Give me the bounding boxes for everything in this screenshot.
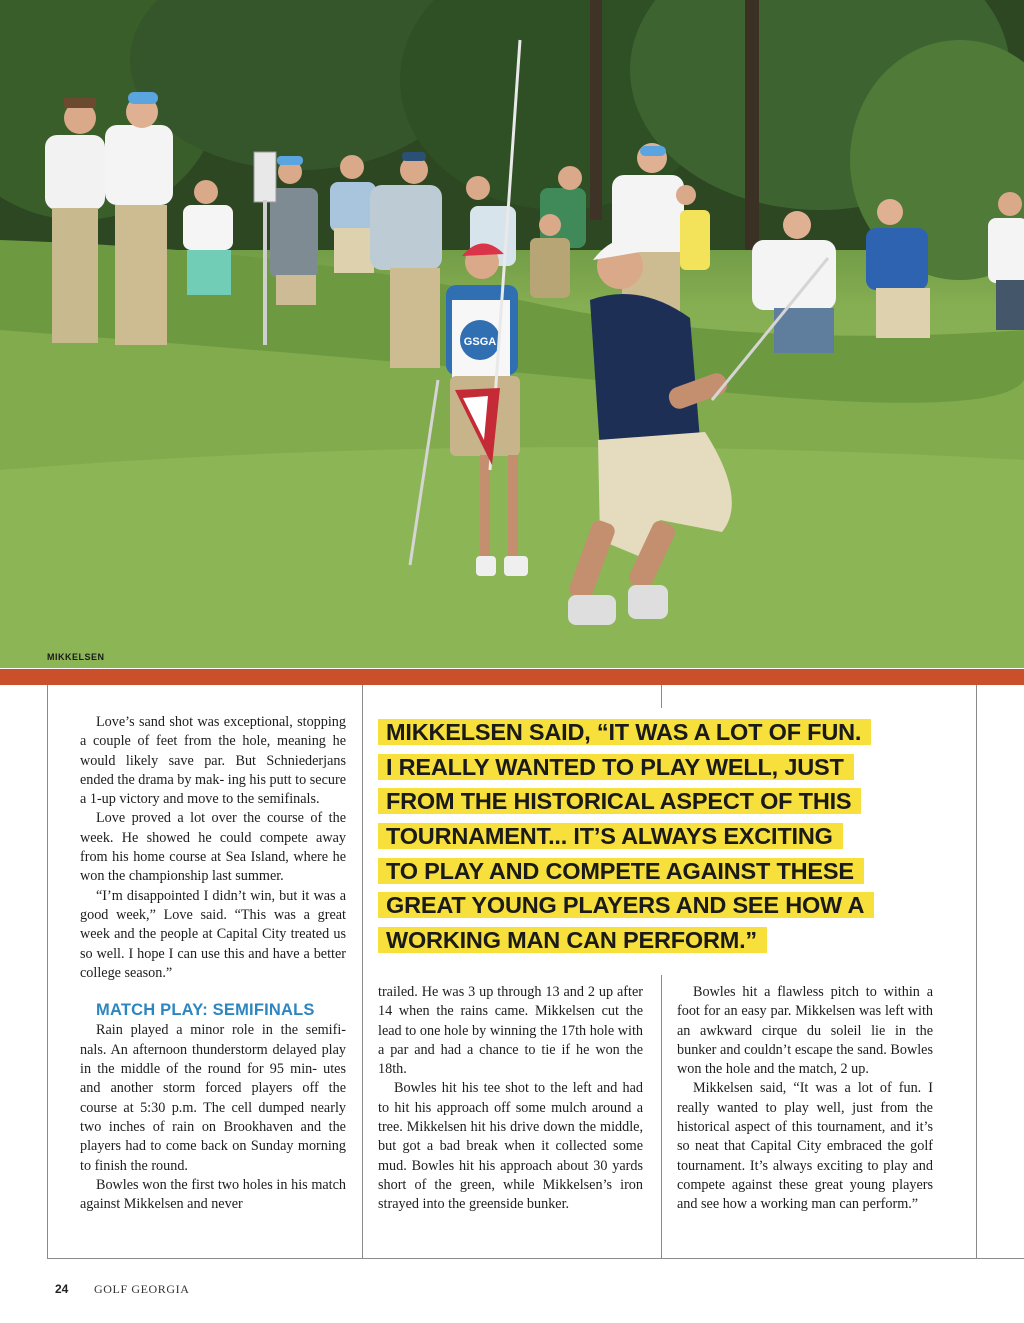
article-column-3 <box>677 983 933 1215</box>
pull-quote-line: I REALLY WANTED TO PLAY WELL, JUST <box>378 753 938 782</box>
paragraph: Mikkelsen said, “It was a lot of fun. I really wanted to play well, just from the historical aspect of this tournament, and it’s so neat that Capital City embraced the golf tournament. It’s always exciting to play and compete against these great young players and see how a working man can perform.” <box>677 1080 933 1213</box>
pull-quote-line: FROM THE HISTORICAL ASPECT OF THIS <box>378 787 938 816</box>
pull-quote-line: MIKKELSEN SAID, “IT WAS A LOT OF FUN. <box>378 718 938 747</box>
column-rule-2-top <box>661 685 662 708</box>
photo-caption: MIKKELSEN <box>47 652 105 662</box>
page-number: 24 <box>55 1282 69 1296</box>
pull-quote-line: GREAT YOUNG PLAYERS AND SEE HOW A <box>378 891 938 920</box>
column-rule-2-bottom <box>661 975 662 1259</box>
article-column-1 <box>80 713 346 1214</box>
paragraph: Rain played a minor role in the semifi- nals. An afternoon thunderstorm delayed play in the middle of the round for 95 min- utes and another storm forced players off the course at 5:30 p.m. The cell dumped nearly two inches of rain on Brookhaven and the players had to come back on Sunday morning to finish the round. <box>80 1022 346 1174</box>
paragraph: Love proved a lot over the course of the week. He showed he could compete away from his home course at Sea Island, where he won the championship last summer. <box>80 810 346 885</box>
paragraph: Bowles hit his tee shot to the left and had to hit his approach off some mulch around a tree. Mikkelsen hit his drive down the middle, but got a bad break when it collected some mud. Bowles hit his approach about 30 yards short of the green, while Mikkelsen’s iron strayed into the greenside bunker. <box>378 1080 643 1213</box>
pull-quote-line: TO PLAY AND COMPETE AGAINST THESE <box>378 857 938 886</box>
article-column-2 <box>378 983 643 1215</box>
pull-quote-line: TOURNAMENT... IT’S ALWAYS EXCITING <box>378 822 938 851</box>
pull-quote-line: WORKING MAN CAN PERFORM.” <box>378 926 938 955</box>
bib-logo: GSGA <box>463 336 497 348</box>
pull-quote <box>378 718 938 961</box>
paragraph: Love’s sand shot was exceptional, stopping a couple of feet from the hole, meaning he would likely save par. But Schniederjans ended the drama by mak- ing his putt to secure a 1-up victory and move to the semifinals. <box>80 714 346 808</box>
paragraph: “I’m disappointed I didn’t win, but it was a good week,” Love said. “This was a great week and the people at Capital City treated us so well. I hope I can use this and have a better college season.” <box>80 887 346 981</box>
paragraph: trailed. He was 3 up through 13 and 2 up after 14 when the rains came. Mikkelsen cut the lead to one hole by winning the 17th hole with a par and had a chance to tie if he won the 18th. <box>378 984 643 1078</box>
bottom-rule-extension <box>977 1258 1024 1259</box>
column-rule-1 <box>362 685 363 1259</box>
magazine-name: GOLF GEORGIA <box>94 1282 190 1296</box>
accent-bar <box>0 669 1024 685</box>
paragraph: Bowles hit a flawless pitch to within a foot for an easy par. Mikkelsen was left with an awkward cirque du soleil lie in the bunker and couldn’t escape the sand. Bowles won the hole and the match, 2 up. <box>677 984 933 1078</box>
section-subhead: MATCH PLAY: SEMIFINALS <box>96 1001 315 1020</box>
paragraph: Bowles won the first two holes in his match against Mikkelsen and never <box>80 1176 346 1213</box>
